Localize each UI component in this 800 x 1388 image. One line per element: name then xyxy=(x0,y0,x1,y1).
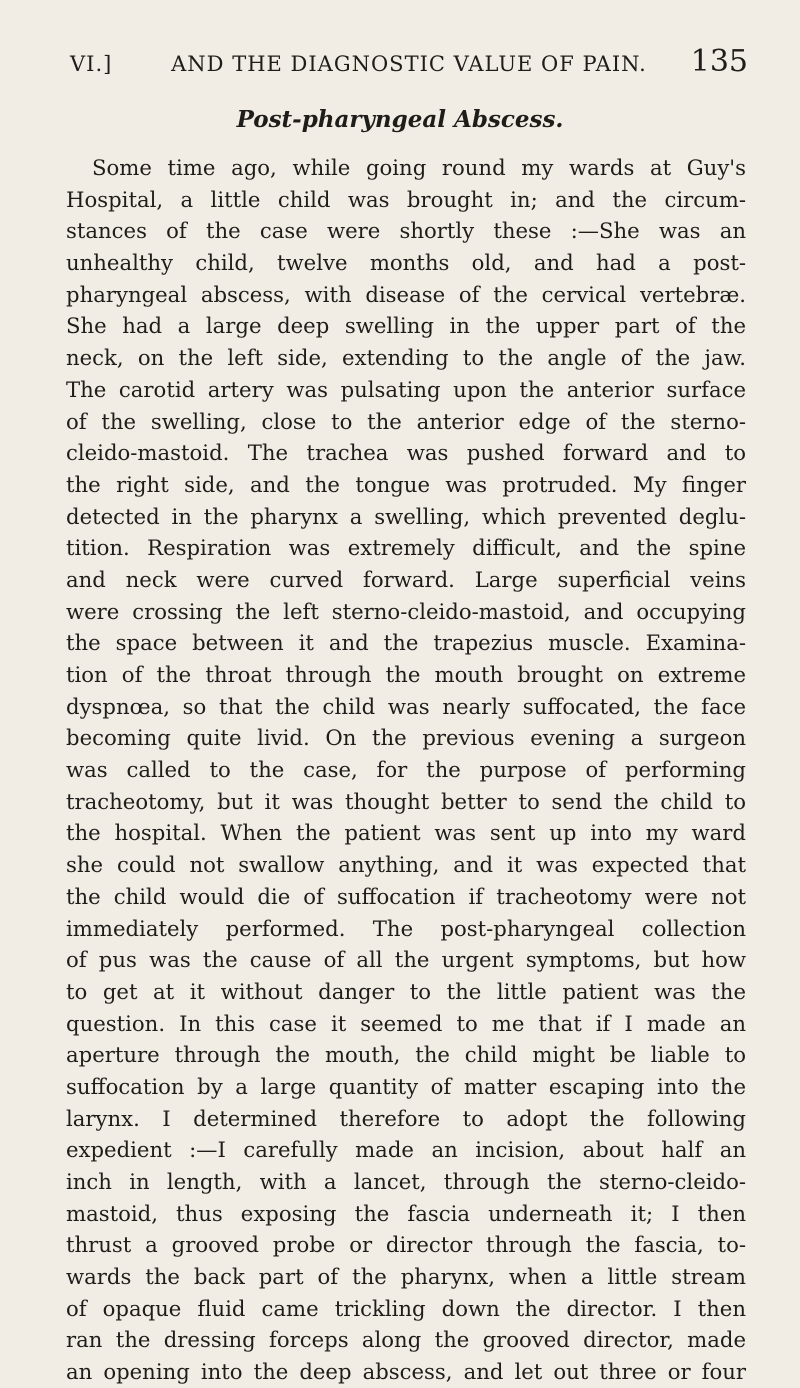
text-line: of opaque fluid came trickling down the director. I then xyxy=(66,1295,746,1321)
running-header xyxy=(70,44,748,84)
text-line: The carotid artery was pulsating upon the anterior surface xyxy=(66,376,746,402)
text-line: and neck were curved forward. Large superficial veins xyxy=(66,566,746,592)
text-line: wards the back part of the pharynx, when a little stream xyxy=(66,1264,746,1290)
text-line: was called to the case, for the purpose of performing xyxy=(66,757,746,783)
text-line: question. In this case it seemed to me that if I made an xyxy=(66,1010,746,1036)
text-line: pharyngeal abscess, with disease of the cervical vertebræ. xyxy=(66,281,746,307)
section-title: Post-pharyngeal Abscess. xyxy=(236,106,564,133)
text-line: suffocation by a large quantity of matter escaping into the xyxy=(66,1073,746,1099)
text-line: detected in the pharynx a swelling, which prevented deglu- xyxy=(66,503,746,529)
text-line: Hospital, a little child was brought in; and the circum- xyxy=(66,186,746,212)
text-line: to get at it without danger to the little patient was the xyxy=(66,978,746,1004)
text-line: of the swelling, close to the anterior edge of the sterno- xyxy=(66,408,746,434)
text-line: tion of the throat through the mouth brought on extreme xyxy=(66,662,746,687)
text-line: Some time ago, while going round my wards at Guy's xyxy=(92,155,746,180)
text-line: immediately performed. The post-pharyngeal collection xyxy=(66,915,746,941)
text-line: of pus was the cause of all the urgent symptoms, but how xyxy=(66,947,746,973)
text-line: stances of the case were shortly these :—She was an xyxy=(66,218,746,244)
body-paragraph xyxy=(66,152,746,1388)
text-line: mastoid, thus exposing the fascia underneath it; I then xyxy=(66,1200,746,1226)
text-line: cleido-mastoid. The trachea was pushed forward and to xyxy=(66,440,746,466)
chapter-number: VI.] xyxy=(70,52,113,76)
text-line: She had a large deep swelling in the upper part of the xyxy=(66,313,746,339)
text-line: ran the dressing forceps along the grooved director, made xyxy=(66,1327,746,1353)
text-line: were crossing the left sterno-cleido-mastoid, and occupying xyxy=(66,598,746,624)
page-number: 135 xyxy=(690,44,748,79)
text-line: an opening into the deep abscess, and let out three or four xyxy=(66,1359,746,1385)
text-line: the child would die of suffocation if tracheotomy were not xyxy=(66,883,746,909)
text-line: thrust a grooved probe or director through the fascia, to- xyxy=(66,1232,746,1258)
text-line: unhealthy child, twelve months old, and had a post- xyxy=(66,250,746,276)
text-line: dyspnœa, so that the child was nearly suffocated, the face xyxy=(66,693,746,719)
text-line: the hospital. When the patient was sent up into my ward xyxy=(66,820,746,846)
text-line: the right side, and the tongue was protruded. My finger xyxy=(66,471,746,497)
text-line: aperture through the mouth, the child might be liable to xyxy=(66,1042,746,1068)
text-line: tracheotomy, but it was thought better to send the child to xyxy=(66,788,746,814)
text-line: neck, on the left side, extending to the angle of the jaw. xyxy=(66,345,746,371)
text-line: inch in length, with a lancet, through the sterno-cleido- xyxy=(66,1169,746,1194)
running-title: AND THE DIAGNOSTIC VALUE OF PAIN. xyxy=(171,52,647,76)
text-line: becoming quite livid. On the previous evening a surgeon xyxy=(66,725,746,751)
text-line: she could not swallow anything, and it was expected that xyxy=(66,852,746,878)
text-line: expedient :—I carefully made an incision, about half an xyxy=(66,1137,746,1163)
text-line: the space between it and the trapezius muscle. Examina- xyxy=(66,630,746,656)
text-line: larynx. I determined therefore to adopt the following xyxy=(66,1105,746,1131)
text-line: tition. Respiration was extremely difficult, and the spine xyxy=(66,535,746,561)
